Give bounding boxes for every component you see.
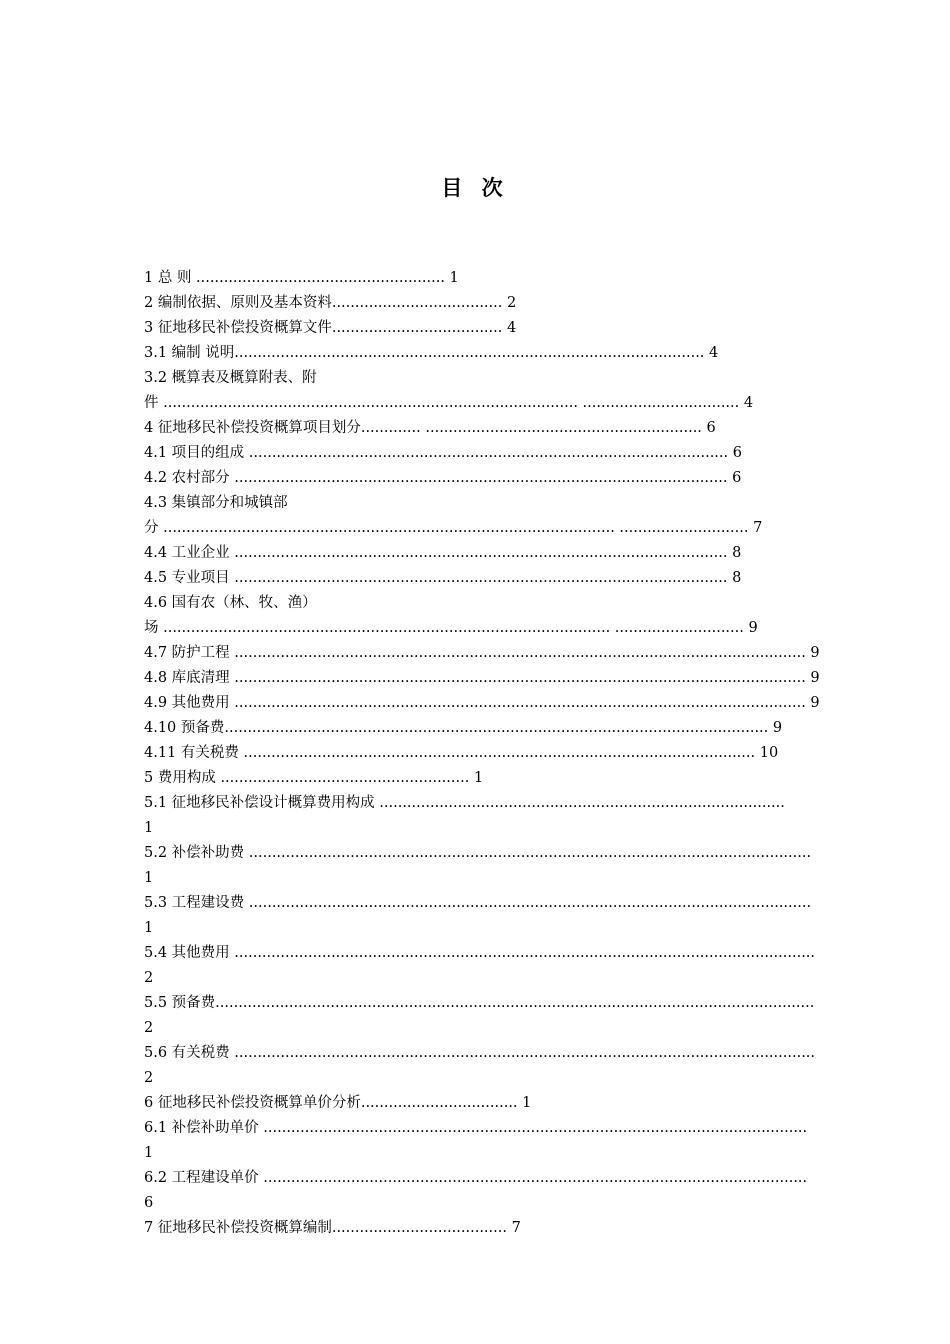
- toc-line[interactable]: 5.2 补偿补助费 ..........................................................................................................................: [144, 845, 812, 861]
- toc-line[interactable]: 5.4 其他费用 ..............................................................................................................................: [144, 945, 816, 961]
- toc-title: 目 次: [441, 176, 509, 200]
- toc-line[interactable]: 2: [144, 1070, 154, 1086]
- toc-line[interactable]: 5 费用构成 ...................................................... 1: [144, 770, 484, 786]
- toc-line[interactable]: 2: [144, 1020, 154, 1036]
- toc-line[interactable]: 5.5 预备费..................................................................................................................................: [144, 995, 815, 1011]
- toc-line[interactable]: 1 总 则 ...................................................... 1: [144, 270, 459, 286]
- toc-line[interactable]: 5.3 工程建设费 ..........................................................................................................................: [144, 895, 812, 911]
- toc-line[interactable]: 4 征地移民补偿投资概算项目划分............. ............................................................ 6: [144, 420, 716, 436]
- toc-line[interactable]: 4.1 项目的组成 ........................................................................................................ 6: [144, 445, 742, 461]
- toc-line[interactable]: 场 ................................................................................................. ............................ 9: [144, 620, 758, 636]
- toc-line[interactable]: 4.8 库底清理 ............................................................................................................................ 9: [144, 670, 820, 686]
- toc-line[interactable]: 4.6 国有农（林、牧、渔）: [144, 595, 317, 611]
- toc-line[interactable]: 4.3 集镇部分和城镇部: [144, 495, 288, 511]
- toc-line[interactable]: 1: [144, 1145, 154, 1161]
- toc-line[interactable]: 4.9 其他费用 ............................................................................................................................ 9: [144, 695, 820, 711]
- toc-line[interactable]: 4.11 有关税费 ............................................................................................................... 10: [144, 745, 779, 761]
- toc-line[interactable]: 1: [144, 870, 154, 886]
- toc-line[interactable]: 2: [144, 970, 154, 986]
- toc-line[interactable]: 5.1 征地移民补偿设计概算费用构成 ........................................................................................: [144, 795, 785, 811]
- toc-line[interactable]: 3.1 编制 说明...................................................................................................... 4: [144, 345, 719, 361]
- table-of-contents: [144, 266, 856, 1241]
- toc-line[interactable]: 4.5 专业项目 ........................................................................................................... 8: [144, 570, 742, 586]
- toc-line[interactable]: 2 编制依据、原则及基本资料..................................... 2: [144, 295, 517, 311]
- toc-line[interactable]: 6.2 工程建设单价 ......................................................................................................................: [144, 1170, 808, 1186]
- toc-line[interactable]: 分 .................................................................................................. ............................ 7: [144, 520, 763, 536]
- toc-line[interactable]: 4.7 防护工程 ............................................................................................................................ 9: [144, 645, 820, 661]
- toc-line[interactable]: 1: [144, 920, 154, 936]
- toc-line[interactable]: 6.1 补偿补助单价 ......................................................................................................................: [144, 1120, 808, 1136]
- toc-line[interactable]: 1: [144, 820, 154, 836]
- toc-line[interactable]: 4.4 工业企业 ........................................................................................................... 8: [144, 545, 742, 561]
- toc-line[interactable]: 6 征地移民补偿投资概算单价分析.................................. 1: [144, 1095, 532, 1111]
- toc-line[interactable]: 4.2 农村部分 ........................................................................................................... 6: [144, 470, 742, 486]
- toc-line[interactable]: 5.6 有关税费 ..............................................................................................................................: [144, 1045, 816, 1061]
- toc-line[interactable]: 4.10 预备费...................................................................................................................... 9: [144, 720, 783, 736]
- toc-line[interactable]: 6: [144, 1195, 154, 1211]
- toc-line[interactable]: 7 征地移民补偿投资概算编制...................................... 7: [144, 1220, 521, 1236]
- toc-line[interactable]: 件 .......................................................................................... .................................. 4: [144, 395, 754, 411]
- toc-line[interactable]: 3.2 概算表及概算附表、附: [144, 370, 317, 386]
- toc-line[interactable]: 3 征地移民补偿投资概算文件..................................... 4: [144, 320, 517, 336]
